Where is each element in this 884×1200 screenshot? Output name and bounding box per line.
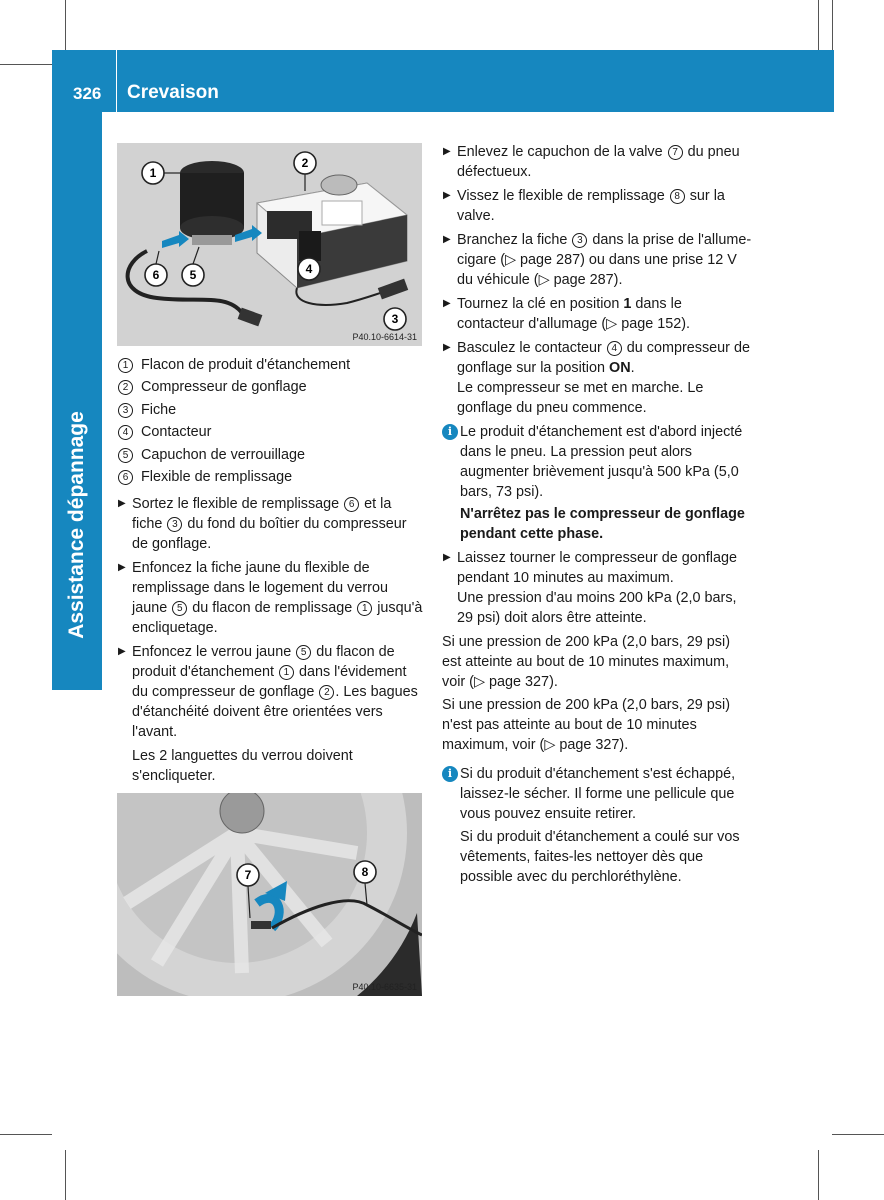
step-note: Une pression d'au moins 200 kPa (2,0 bars, 29 psi) doit alors être atteinte. — [457, 590, 737, 626]
bullet-triangle-icon: ▶ — [443, 190, 451, 201]
legend-item: 6 Flexible de remplissage — [117, 467, 427, 487]
bullet-triangle-icon: ▶ — [443, 234, 451, 245]
step-item: ▶ Basculez le contacteur 4 du compresseur de gonflage sur la position ON. Le compresseur se met en marche. Le gonflage du pneu commence. — [442, 338, 752, 418]
bullet-triangle-icon: ▶ — [443, 146, 451, 157]
callout-1: 1 — [149, 166, 157, 180]
bullet-triangle-icon: ▶ — [118, 498, 126, 509]
header-separator — [116, 50, 117, 112]
step-item: ▶ Branchez la fiche 3 dans la prise de l'allume-cigare (▷ page 287) ou dans une prise 12 V du véhicule (▷ page 287). — [443, 232, 752, 288]
step-item: ▶ Enlevez le capuchon de la valve 7 du pneu défectueux. — [443, 144, 740, 180]
bullet-triangle-icon: ▶ — [443, 552, 451, 563]
svg-text:7: 7 — [244, 868, 252, 882]
page-number: 326 — [73, 84, 102, 103]
legend-item: 5 Capuchon de verrouillage — [117, 445, 427, 465]
svg-text:5: 5 — [189, 268, 197, 282]
crop-mark — [0, 1134, 52, 1135]
legend-item: 4 Contacteur — [117, 422, 427, 442]
info-icon: i — [442, 766, 458, 782]
step-item: ▶ Tournez la clé en position 1 dans le contacteur d'allumage (▷ page 152). — [443, 296, 691, 332]
step-item: ▶ Enfoncez la fiche jaune du flexible de remplissage dans le logement du verrou jaune 5 du flacon de remplissage 1 jusqu'à encliquetage. — [118, 560, 423, 636]
bullet-triangle-icon: ▶ — [118, 646, 126, 657]
svg-text:2: 2 — [301, 156, 309, 170]
bullet-triangle-icon: ▶ — [443, 298, 451, 309]
compressor-figure — [117, 143, 422, 346]
crop-mark — [65, 0, 66, 50]
crop-mark — [65, 1150, 66, 1200]
crop-mark — [832, 1134, 884, 1135]
svg-text:8: 8 — [361, 865, 369, 879]
step-note: Les 2 languettes du verrou doivent s'encliqueter. — [132, 748, 353, 784]
step-note: Le compresseur se met en marche. Le gonflage du pneu commence. — [457, 380, 704, 416]
tire-valve-figure — [117, 793, 422, 996]
page-title: Crevaison — [127, 82, 219, 103]
step-item: ▶ Enfoncez le verrou jaune 5 du flacon de produit d'étanchement 1 dans l'évidement du compresseur de gonflage 2 . Les bagues d'étanchéité doivent être orientées vers l'avant. Les 2 languettes du verrou doivent s'encliqueter. — [117, 642, 424, 786]
info-note: i Le produit d'étanchement est d'abord injecté dans le pneu. La pression peut alors augmenter brièvement jusqu'à 500 kPa (5,0 bars, 73 psi). N'arrêtez pas le compresseur de gonflage pendant cette phase. — [442, 422, 752, 544]
paragraph: Si une pression de 200 kPa (2,0 bars, 29 psi) n'est pas atteinte au bout de 10 minutes maximum, voir (▷ page 327). — [442, 697, 730, 753]
svg-text:6: 6 — [152, 268, 160, 282]
svg-text:3: 3 — [391, 312, 399, 326]
tire-valve-illustration — [117, 793, 422, 996]
paragraph: Si une pression de 200 kPa (2,0 bars, 29 psi) est atteinte au bout de 10 minutes maximum, voir (▷ page 327). — [442, 634, 730, 690]
crop-mark — [818, 0, 819, 50]
compressor-illustration — [117, 143, 422, 346]
info-note: i Si du produit d'étanchement s'est échappé, laissez-le sécher. Il forme une pellicule que vous pouvez ensuite retirer. Si du produit d'étanchement a coulé sur vos vêtements, faites-les nettoyer dès que possible avec du perchloréthylène. — [442, 764, 752, 887]
crop-mark — [832, 0, 833, 50]
figure-code: P40.10-6635-31 — [352, 982, 417, 992]
right-steps — [442, 142, 752, 891]
bullet-triangle-icon: ▶ — [443, 342, 451, 353]
info-icon: i — [442, 424, 458, 440]
step-item: ▶ Sortez le flexible de remplissage 6 et la fiche 3 du fond du boîtier du compresseur de gonflage. — [118, 496, 407, 552]
legend-item: 2 Compresseur de gonflage — [117, 377, 427, 397]
step-item: ▶ Vissez le flexible de remplissage 8 sur la valve. — [443, 188, 725, 224]
step-item: ▶ Laissez tourner le compresseur de gonflage pendant 10 minutes au maximum. Une pression d'au moins 200 kPa (2,0 bars, 29 psi) doit alors être atteinte. — [442, 548, 752, 628]
left-steps — [117, 494, 424, 790]
legend-item: 3 Fiche — [117, 400, 427, 420]
crop-mark — [0, 64, 52, 65]
legend-list — [117, 355, 427, 489]
section-tab-label: Assistance dépannage — [65, 411, 88, 639]
svg-text:4: 4 — [305, 262, 313, 276]
bullet-triangle-icon: ▶ — [118, 562, 126, 573]
figure-code: P40.10-6614-31 — [352, 332, 417, 342]
crop-mark — [818, 1150, 819, 1200]
legend-item: 1 Flacon de produit d'étanchement — [117, 355, 427, 375]
